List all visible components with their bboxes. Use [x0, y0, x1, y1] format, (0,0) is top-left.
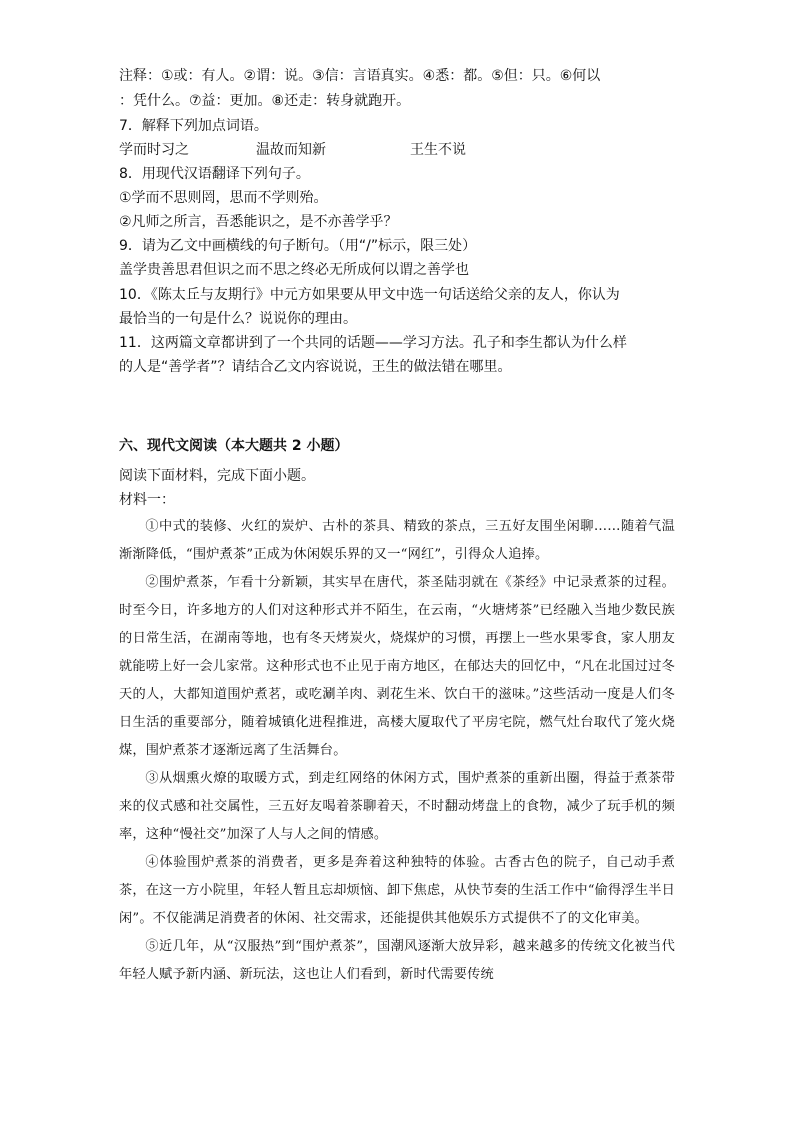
material-paragraph: ③从烟熏火燎的取暖方式，到走红网络的休闲方式，围炉煮茶的重新出圈，得益于煮茶带来的仪式感和社交属性，三五好友喝着茶聊着天，不时翻动烤盘上的食物，减少了玩手机的频率，这种“慢社交”加深了人与人之间的情感。 — [119, 771, 675, 842]
q7-prompt: 7．解释下列加点词语。 — [119, 118, 268, 134]
material-paragraph: ②围炉煮茶，乍看十分新颖，其实早在唐代，茶圣陆羽就在《茶经》中记录煮茶的过程。时至今日，许多地方的人们对这种形式并不陌生，在云南，“火塘烤茶”已经融入当地少数民族的日常生活，在湖南等地，也有冬天烤炭火，烧煤炉的习惯，再摆上一些水果零食，家人朋友就能唠上好一会儿家常。这种形式也不止见于南方地区，在郁达夫的回忆中，“凡在北国过过冬天的人，大都知道围炉煮茗，或吃涮羊肉、剥花生米、饮白干的滋味。”这些活动一度是人们冬日生活的重要部分，随着城镇化进程推进，高楼大厦取代了平房宅院，燃气灶台取代了笼火烧煤，围炉煮茶才逐渐远离了生活舞台。 — [119, 575, 675, 758]
q8-prompt: 8．用现代汉语翻译下列句子。 — [119, 166, 310, 182]
material-paragraph: ①中式的装修、火红的炭炉、古朴的茶具、精致的茶点，三五好友围坐闲聊……随着气温渐渐降低，“围炉煮茶”正成为休闲娱乐界的又一“网红”，引得众人追捧。 — [119, 519, 675, 562]
q8-sentence-1: ①学而不思则罔，思而不学则殆。 — [119, 190, 328, 206]
q9-prompt: 9．请为乙文中画横线的句子断句。（用“/”标示，限三处） — [119, 238, 477, 254]
q11-line-1: 11．这两篇文章都讲到了一个共同的话题——学习方法。孔子和李生都认为什么样 — [119, 335, 627, 351]
material-body — [119, 513, 675, 989]
q7-items — [119, 140, 679, 160]
q7-item: 学而时习之 — [119, 142, 189, 158]
q11-line-2: 的人是“善学者”？请结合乙文内容说说，王生的做法错在哪里。 — [119, 359, 512, 375]
material-paragraph: ④体验围炉煮茶的消费者，更多是奔着这种独特的体验。古香古色的院子，自己动手煮茶，在这一方小院里，年轻人暂且忘却烦恼、卸下焦虑，从快节奏的生活工作中“偷得浮生半日闲”。不仅能满足消费者的休闲、社交需求，还能提供其他娱乐方式提供不了的文化审美。 — [119, 855, 675, 926]
material-label: 材料一： — [119, 492, 175, 508]
q9-text: 盖学贵善思君但识之而不思之终必无所成何以谓之善学也 — [119, 262, 469, 278]
q7-item: 王生不说 — [410, 142, 466, 158]
section-intro: 阅读下面材料，完成下面小题。 — [119, 468, 315, 484]
q10-line-2: 最恰当的一句是什么？说说你的理由。 — [119, 311, 357, 327]
notes-line-2: ：凭什么。⑦益：更加。⑧还走：转身就跑开。 — [119, 93, 411, 109]
section-title: 六、现代文阅读（本大题共 2 小题） — [119, 438, 349, 454]
q8-sentence-2: ②凡师之所言，吾悉能识之，是不亦善学乎？ — [119, 214, 398, 230]
q10-line-1: 10．《陈太丘与友期行》中元方如果要从甲文中选一句话送给父亲的友人，你认为 — [119, 287, 620, 303]
notes-line-1: 注释：①或：有人。②谓：说。③信：言语真实。④悉：都。⑤但：只。⑥何以 — [119, 68, 601, 84]
q7-item: 温故而知新 — [256, 142, 326, 158]
material-paragraph: ⑤近几年，从“汉服热”到“围炉煮茶”，国潮风逐渐大放异彩，越来越多的传统文化被当代年轻人赋予新内涵、新玩法，这也让人们看到，新时代需要传统 — [119, 939, 675, 982]
